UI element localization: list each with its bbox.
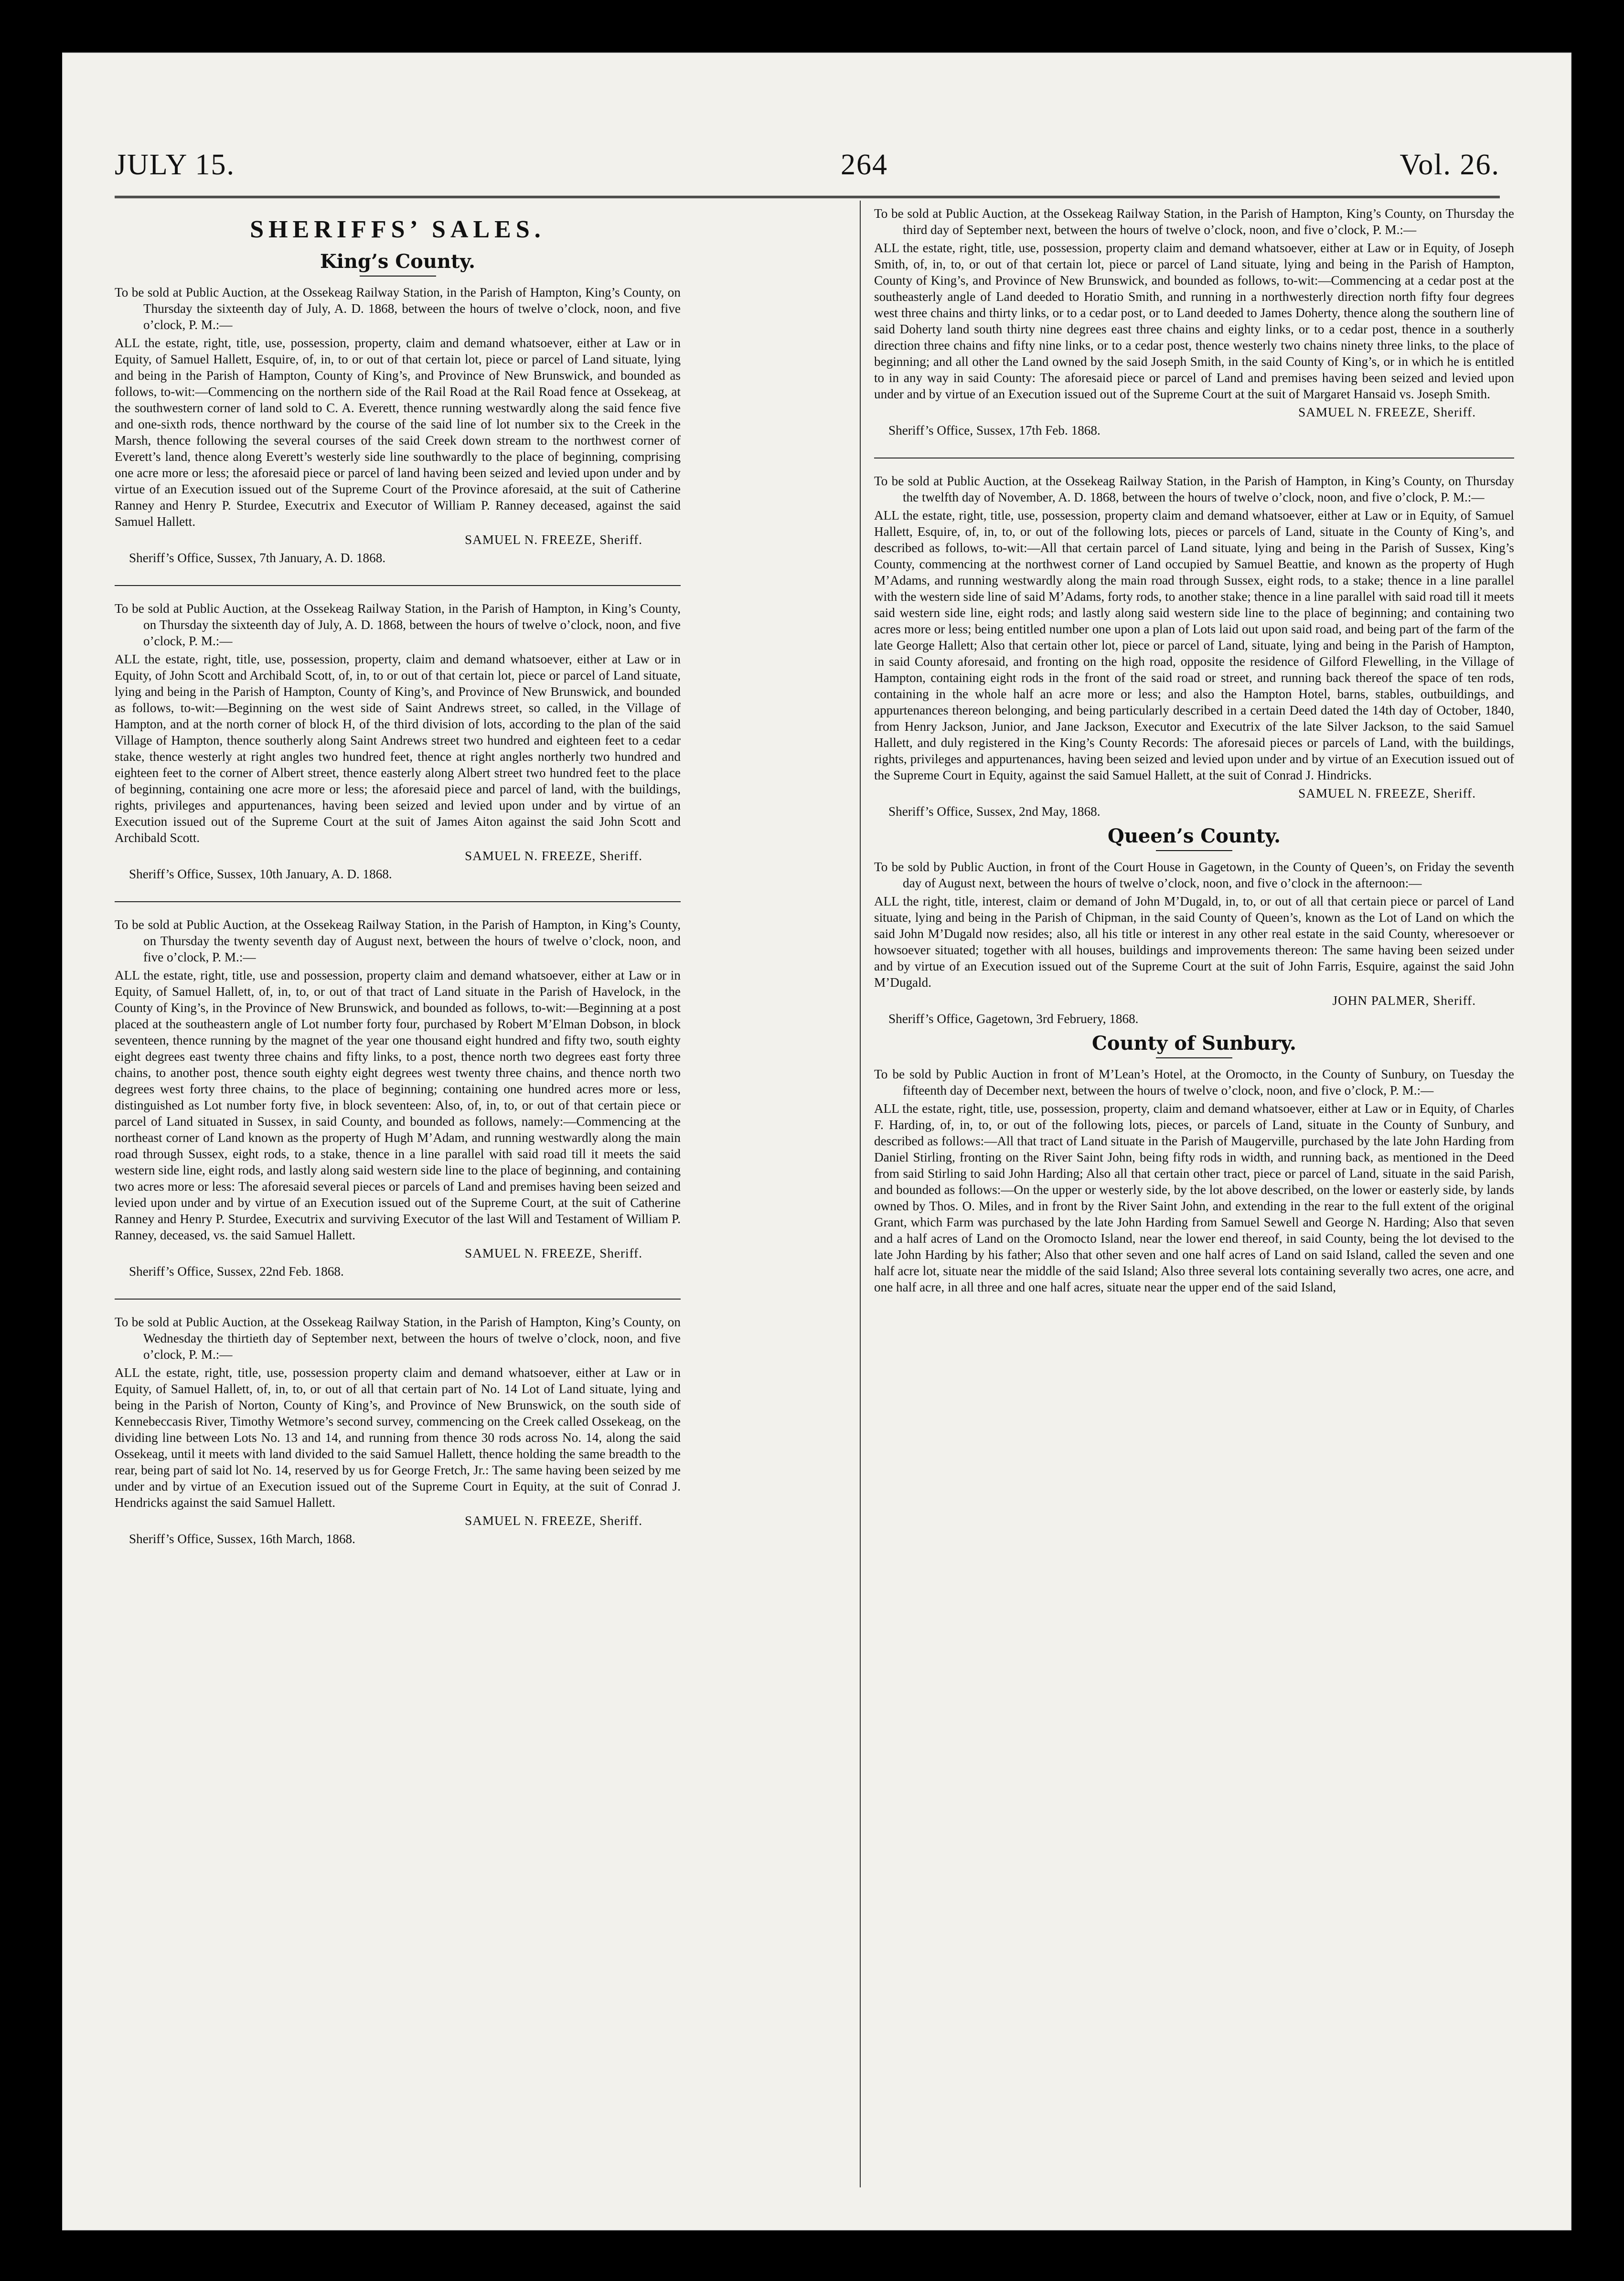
- sheriff-signature: JOHN PALMER, Sheriff.: [1332, 993, 1476, 1008]
- notice-separator: [115, 901, 681, 902]
- right-column: [874, 205, 1514, 1295]
- sheriff-signature: SAMUEL N. FREEZE, Sheriff.: [465, 533, 642, 547]
- sale-notice: [115, 1314, 681, 1547]
- notice-intro: To be sold at Public Auction, at the Ossekeag Railway Station, in the Parish of Hampton, King’s County, on Thursday the sixteenth day of July, A. D. 1868, between the hours of twelve o’clock, noon, and five o’clock, P. M.:—: [115, 285, 681, 332]
- notice-body: ALL the right, title, interest, claim or demand of John M’Dugald, in, to, or out of all that certain piece or parcel of Land situate, lying and being in the Parish of Chipman, in the said County of Queen’s, known as the Lot of Land on which the said John M’Dugald now resides; also, all his title or interest in any other real estate in the said County, wheresoever or howsoever situated; together with all houses, buildings and improvements thereon: The same having been seized under and by virtue of an Execution issued out of the Supreme Court at the suit of John Farris, Esquire, against the said John M’Dugald.: [874, 894, 1514, 990]
- sheriff-office-date: Sheriff’s Office, Sussex, 10th January, A. D. 1868.: [129, 867, 392, 881]
- heading-rule: [1156, 850, 1232, 851]
- sheriff-office-date: Sheriff’s Office, Gagetown, 3rd Februery, 1868.: [888, 1012, 1139, 1026]
- notice-body: ALL the estate, right, title, use and possession, property claim and demand whatsoever, either at Law or in Equity, of Samuel Hallett, of, in, to, or out of that tract of Land situate in the Parish of Havelock, in the County of King’s, in the Province of New Brunswick, and bounded as follows, to-wit:—Beginning at a post placed at the southeastern angle of Lot number forty four, purchased by Robert M’Elman Dobson, in block seventeen, thence running by the magnet of the year one thousand eight hundred and fifty two, south eighty eight degrees east twenty three chains and fifty links, to a post, thence north two degrees east forty three chains, to another post, thence south eighty eight degrees west twenty three chains, and thence north two degrees west forty three chains, to the place of beginning; containing one hundred acres more or less, distinguished as Lot number forty five, in block seventeen: Also, of, in, to, or out of that certain piece or parcel of Land situated in Sussex, in said County, and bounded as follows, namely:—Commencing at the northeast corner of Land known as the property of Hugh M’Adam, and running westwardly along the main road through Sussex, eight rods, to a stake, thence in a line parallel with said road till it meets the said western side line, eight rods, and lastly along said western side line to the place of beginning, and containing two acres more or less: The aforesaid several pieces or parcels of Land and premises having been seized and levied upon under and by virtue of an Execution issued out of the Supreme Court, at the suit of Catherine Ranney and Henry P. Sturdee, Executrix and surviving Executor of the last Will and Testament of William P. Ranney, deceased, vs. the said Samuel Hallett.: [115, 968, 681, 1242]
- issue-date: JULY 15.: [115, 149, 235, 181]
- sale-notice: [874, 473, 1514, 820]
- notice-intro: To be sold at Public Auction, at the Ossekeag Railway Station, in the Parish of Hampton, in King’s County, on Thursday the twenty seventh day of August next, between the hours of twelve o’clock, noon, and five o’clock, P. M.:—: [115, 917, 681, 964]
- heading-rule: [360, 276, 436, 277]
- notice-intro: To be sold by Public Auction, in front of the Court House in Gagetown, in the County of Queen’s, on Friday the seventh day of August next, between the hours of twelve o’clock, noon, and five o’clock in the afternoon:—: [874, 860, 1514, 890]
- sheriff-office-date: Sheriff’s Office, Sussex, 22nd Feb. 1868.: [129, 1264, 344, 1279]
- page-header: [115, 148, 1500, 201]
- county-heading-queens: Queen’s County.: [1107, 825, 1281, 847]
- volume-number: Vol. 26.: [1400, 149, 1500, 181]
- newspaper-page: [62, 53, 1571, 2230]
- heading-rule: [1156, 1057, 1232, 1058]
- sheriff-office-date: Sheriff’s Office, Sussex, 7th January, A. D. 1868.: [129, 551, 386, 565]
- notice-intro: To be sold at Public Auction, at the Ossekeag Railway Station, in the Parish of Hampton, King’s County, on Thursday the third day of September next, between the hours of twelve o’clock, noon, and five o’clock, P. M.:—: [874, 206, 1514, 237]
- page-number: 264: [841, 149, 888, 181]
- header-rule: [115, 196, 1500, 198]
- notice-intro: To be sold at Public Auction, at the Ossekeag Railway Station, in the Parish of Hampton, King’s County, on Wednesday the thirtieth day of September next, between the hours of twelve o’clock, noon, and five o’clock, P. M.:—: [115, 1315, 681, 1362]
- notice-separator: [115, 1299, 681, 1300]
- column-divider: [860, 201, 861, 2187]
- notice-body: ALL the estate, right, title, use, possession, property claim and demand whatsoever, either at Law or in Equity, of Samuel Hallett, Esquire, of, in, to, or out of the following lots, pieces or parcels of Land, situate in the County of King’s, and described as follows, to-wit:—All that certain parcel of Land situate, lying and being in the Parish of Sussex, King’s County, commencing at the northwest corner of Land occupied by Samuel Beattie, and known as the property of Hugh M’Adams, and running westwardly along the main road through Sussex, eight rods, to a stake; thence in a line parallel with the western side line of said M’Adams, forty rods, to another stake; thence in a line parallel with said road till it meets said western side line, eight rods; and lastly along said western side line to the place of beginning; and containing two acres more or less; being entitled number one upon a plan of Lots laid out upon said road, and being part of the farm of the late George Hallett; Also that certain other lot, piece or parcel of Land, situate, lying and being in the Parish of Hampton, in said County aforesaid, and fronting on the high road, opposite the residence of Gilford Flewelling, in the Village of Hampton, containing eight rods in the front of the said road or street, and running back thereof the space of ten rods, containing in the whole half an acre more or less; and also the Hampton Hotel, barns, stables, outbuildings, and appurtenances thereon belonging, and being particularly described in a certain Deed dated the 14th day of October, 1840, from Henry Jackson, Junior, and Jane Jackson, Executor and Executrix of the late Silver Jackson, to the said Samuel Hallett, and duly registered in the King’s County Records: The aforesaid pieces or parcels of Land, with the buildings, rights, privileges and appurtenances, having been seized and levied upon under and by virtue of an Execution issued out of the Supreme Court in Equity, against the said Samuel Hallett, at the suit of Conrad J. Hindricks.: [874, 508, 1514, 782]
- notice-body: ALL the estate, right, title, use, possession, property, claim and demand whatsoever, either at Law or in Equity, of Charles F. Harding, of, in, to, or out of the following lots, pieces, or parcels of Land, situate in the County of Sunbury, and described as follows:—All that tract of Land situate in the Parish of Maugerville, purchased by the late John Harding from Daniel Stirling, fronting on the River Saint John, being fifty rods in width, and running back, as mentioned in the Deed from said Stirling to said John Harding; Also all that certain other tract, piece or parcel of Land, situate in the said Parish, and bounded as follows:—On the upper or westerly side, by the lot above described, on the lower or easterly side, by lands owned by Thos. O. Miles, and in front by the River Saint John, and extending in the rear to the full extent of the original Grant, which Farm was purchased by the late John Harding from Samuel Sewell and George N. Harding; Also that seven and a half acres of Land on the Oromocto Island, near the lower end thereof, in said County, being the lot devised to the late John Harding by his father; Also that other seven and one half acres of Land on said Island, called the seven and one half acre lot, situate near the middle of the said Island; Also three several lots containing severally two acres, one acre, and one half acre, in all three and one half acres, situate near the upper end of the said Island,: [874, 1101, 1514, 1294]
- sheriff-signature: SAMUEL N. FREEZE, Sheriff.: [465, 1246, 642, 1260]
- sale-notice: [115, 917, 681, 1279]
- sale-notice: [874, 205, 1514, 438]
- sheriff-signature: SAMUEL N. FREEZE, Sheriff.: [465, 849, 642, 863]
- notice-body: ALL the estate, right, title, use, possession, property, claim and demand whatsoever, either at Law or in Equity, of Samuel Hallett, Esquire, of, in, to or out of that certain lot, piece or parcel of Land situate, lying and being in the Parish of Hampton, County of King’s, and Province of New Brunswick, and bounded as follows, to-wit:—Commencing on the northern side of the Rail Road at the Rail Road fence at Ossekeag, at the southwestern corner of land sold to C. A. Everett, thence running westwardly along the said fence five and one-sixth rods, thence northward by the course of the said line of lot number six to the Creek in the Marsh, thence following the several courses of the said Creek down stream to the northwest corner of Everett’s land, thence along Everett’s westerly side line southwardly to the place of beginning, comprising one acre more or less; the aforesaid piece or parcel of land having been seized and levied upon under and by virtue of an Execution issued out of the Supreme Court of the Province aforesaid, at the suit of Catherine Ranney and Henry P. Sturdee, Executrix and Executor of William P. Ranney deceased, against the said Samuel Hallett.: [115, 336, 681, 529]
- notice-body: ALL the estate, right, title, use, possession, property claim and demand whatsoever, either at Law or in Equity, of Joseph Smith, of, in, to, or out of that certain lot, piece or parcel of Land situate, lying and being in the Parish of Hampton, County of King’s, and Province of New Brunswick, and bounded as follows, to-wit:—Commencing at a cedar post at the southeasterly angle of Land deeded to Horatio Smith, and running in a northwesterly direction north fifty four degrees west three chains and thirty links, or to a cedar post, or to Land deeded to James Doherty, thence along the southern line of said Doherty land south thirty nine degrees east three chains and eighty links, or to a cedar post, thence in a southerly direction three chains and fifty nine links, or to a cedar post, thence westerly two chains ninety three links, to the place of beginning; and all other the Land owned by the said Joseph Smith, in the said County of King’s, or in which he is entitled to in any way in said County: The aforesaid piece or parcel of Land and premises having been seized and levied upon under and by virtue of an Execution issued out of the Supreme Court at the suit of Margaret Hansaid vs. Joseph Smith.: [874, 241, 1514, 401]
- sale-notice: [115, 284, 681, 566]
- county-heading-sunbury: County of Sunbury.: [1092, 1032, 1296, 1055]
- section-title: SHERIFFS’ SALES.: [250, 216, 545, 243]
- county-heading-kings: King’s County.: [320, 250, 476, 273]
- notice-body: ALL the estate, right, title, use, possession, property, claim and demand whatsoever, either at Law or in Equity, of John Scott and Archibald Scott, of, in, to or out of that certain lot, piece or parcel of Land situate, lying and being in the Parish of Hampton, County of King’s, and Province of New Brunswick, and bounded as follows, to-wit:—Beginning on the west side of Saint Andrews street, so called, in the Village of Hampton, and at the north corner of block H, of the third division of lots, according to the plan of the said Village of Hampton, thence southerly along Saint Andrews street two hundred and eighteen feet to a cedar stake, thence westerly at right angles two hundred feet, thence at right angles northerly two hundred and eighteen feet to the corner of Albert street, thence easterly along Albert street two hundred feet to the place of beginning, containing one acre more or less; the aforesaid piece and parcel of land, with the buildings, rights, privileges and appurtenances, having been seized and levied upon under and by virtue of an Execution issued out of the Supreme Court at the suit of James Aiton against the said John Scott and Archibald Scott.: [115, 652, 681, 845]
- notice-separator: [115, 585, 681, 586]
- sheriff-signature: SAMUEL N. FREEZE, Sheriff.: [465, 1514, 642, 1528]
- sale-notice: [874, 1066, 1514, 1295]
- sheriff-office-date: Sheriff’s Office, Sussex, 2nd May, 1868.: [888, 804, 1100, 819]
- notice-intro: To be sold at Public Auction, at the Ossekeag Railway Station, in the Parish of Hampton, in King’s County, on Thursday the twelfth day of November, A. D. 1868, between the hours of twelve o’clock, noon, and five o’clock, P. M.:—: [874, 474, 1514, 504]
- sheriff-office-date: Sheriff’s Office, Sussex, 17th Feb. 1868.: [888, 423, 1100, 437]
- sale-notice: [874, 859, 1514, 1027]
- sale-notice: [115, 600, 681, 882]
- left-column: [115, 205, 681, 1547]
- sheriff-office-date: Sheriff’s Office, Sussex, 16th March, 1868.: [129, 1532, 355, 1546]
- notice-body: ALL the estate, right, title, use, possession property claim and demand whatsoever, either at Law or in Equity, of Samuel Hallett, of, in, to, or out of all that certain part of No. 14 Lot of Land situate, lying and being in the Parish of Norton, County of King’s, and Province of New Brunswick, on the south side of Kennebeccasis River, Timothy Wetmore’s second survey, commencing on the Creek called Ossekeag, on the dividing line between Lots No. 13 and 14, and running from thence 30 rods across No. 14, along the said Ossekeag, until it meets with land divided to the said Samuel Hallett, thence holding the same breadth to the rear, being part of said lot No. 14, reserved by us for George Fretch, Jr.: The same having been seized by me under and by virtue of an Execution issued out of the Supreme Court in Equity, at the suit of Conrad J. Hendricks against the said Samuel Hallett.: [115, 1365, 681, 1510]
- notice-intro: To be sold by Public Auction in front of M’Lean’s Hotel, at the Oromocto, in the County of Sunbury, on Tuesday the fifteenth day of December next, between the hours of twelve o’clock, noon, and five o’clock, P. M.:—: [874, 1067, 1514, 1098]
- sheriff-signature: SAMUEL N. FREEZE, Sheriff.: [1298, 405, 1476, 419]
- sheriff-signature: SAMUEL N. FREEZE, Sheriff.: [1298, 786, 1476, 800]
- notice-intro: To be sold at Public Auction, at the Ossekeag Railway Station, in the Parish of Hampton, in King’s County, on Thursday the sixteenth day of July, A. D. 1868, between the hours of twelve o’clock, noon, and five o’clock, P. M.:—: [115, 601, 681, 648]
